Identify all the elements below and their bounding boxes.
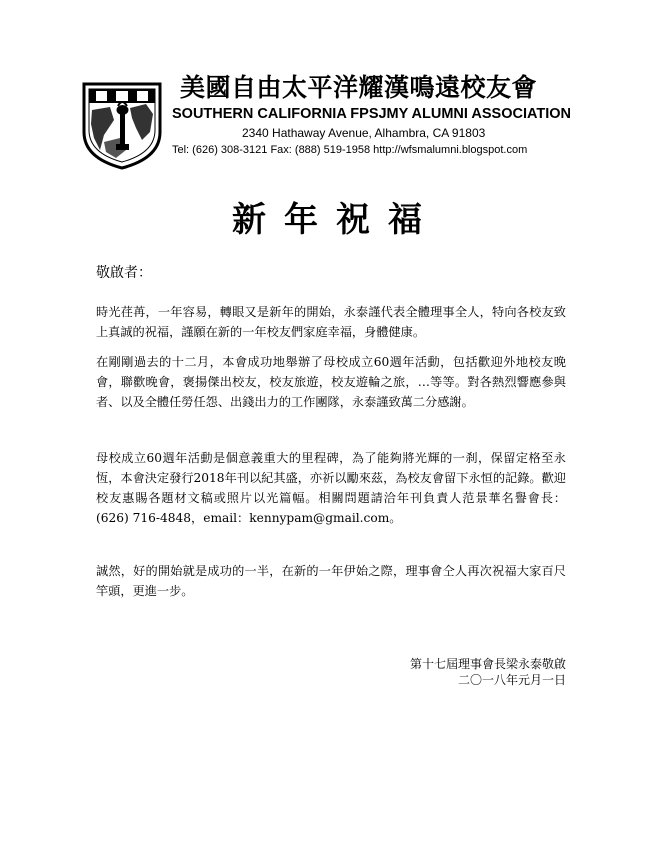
signature: 第十七屆理事會長梁永泰敬啟 xyxy=(409,657,566,671)
association-address: 2340 Hathaway Avenue, Alhambra, CA 91803 xyxy=(242,126,486,140)
paragraph-1: 時光荏苒，一年容易，轉眼又是新年的開始，永泰謹代表全體理事全人，特向各校友致上真誠的祝福，謹願在新的一年校友們家庭幸福，身體健康。 xyxy=(96,305,566,339)
association-logo xyxy=(80,80,164,170)
paragraph-2: 在剛剛過去的十二月，本會成功地舉辦了母校成立60週年活動，包括歡迎外地校友晚會，聯歡晚會，褒揚傑出校友，校友旅遊，校友遊輪之旅，…等等。對各熱烈響應參與者、以及全體任勞任怨、出錢出力的工作團隊，永泰謹致萬二分感謝。 xyxy=(96,355,566,409)
letter-date: 二〇一八年元月一日 xyxy=(457,673,566,687)
salutation: 敬啟者： xyxy=(96,265,152,281)
letter-title: 新年祝福 xyxy=(232,200,440,240)
association-english-name: SOUTHERN CALIFORNIA FPSJMY ALUMNI ASSOCIATION xyxy=(172,106,572,122)
paragraph-4: 誠然，好的開始就是成功的一半，在新的一年伊始之際，理事會仝人再次祝福大家百尺竿頭，更進一步。 xyxy=(96,564,566,598)
association-chinese-name: 美國自由太平洋耀漢鳴遠校友會 xyxy=(180,73,538,102)
paragraph-3: 母校成立60週年活動是個意義重大的里程碑，為了能夠將光輝的一刹，保留定格至永恆，本會決定發行2018年刊以紀其盛，亦祈以勵來茲，為校友會留下永恒的記錄。歡迎校友惠賜各題材文稿或照片以光篇幅。相關問題請洽年刊負責人范景華名譽會長：(626) 716-4848，email：kennypam@gmail.com。 xyxy=(96,451,566,525)
association-contact: Tel: (626) 308-3121 Fax: (888) 519-1958 http://wfsmalumni.blogspot.com xyxy=(172,144,528,156)
